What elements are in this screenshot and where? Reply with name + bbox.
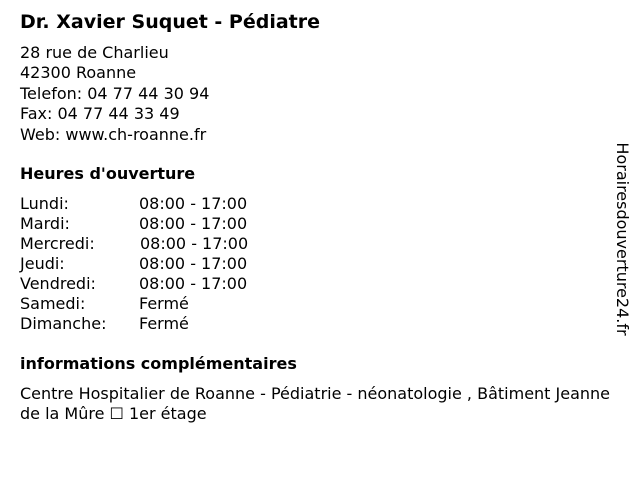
day-hours: 08:00 - 17:00 [139,274,248,293]
address-block [20,43,209,145]
day-hours: 08:00 - 17:00 [139,194,248,213]
day-label: Mercredi: [20,234,95,253]
opening-hours-heading: Heures d'ouverture [20,164,196,183]
page-title: Dr. Xavier Suquet - Pédiatre [20,11,321,33]
day-label: Vendredi: [20,274,96,293]
day-hours: 08:00 - 17:00 [140,234,249,253]
site-watermark-text: Horairesdouverture24.fr [613,142,632,336]
site-watermark [597,0,640,480]
day-label: Jeudi: [20,254,65,273]
day-hours: 08:00 - 17:00 [139,214,248,233]
day-label: Lundi: [20,194,69,213]
day-label: Mardi: [20,214,70,233]
day-hours: Fermé [139,294,189,313]
street-address: 28 rue de Charlieu [20,43,169,62]
phone-number: Telefon: 04 77 44 30 94 [20,83,210,103]
website: Web: www.ch-roanne.fr [20,124,207,144]
day-hours: 08:00 - 17:00 [139,254,248,273]
additional-info-text: Centre Hospitalier de Roanne - Pédiatrie - néonatologie , Bâtiment Jeanne de la Mûre ☐ 1er étage [20,384,611,423]
additional-info-heading: informations complémentaires [20,354,297,373]
fax-number: Fax: 04 77 44 33 49 [20,104,180,124]
day-label: Dimanche: [20,314,107,333]
day-hours: Fermé [139,314,189,333]
city-postcode: 42300 Roanne [20,63,137,83]
day-label: Samedi: [20,294,86,313]
